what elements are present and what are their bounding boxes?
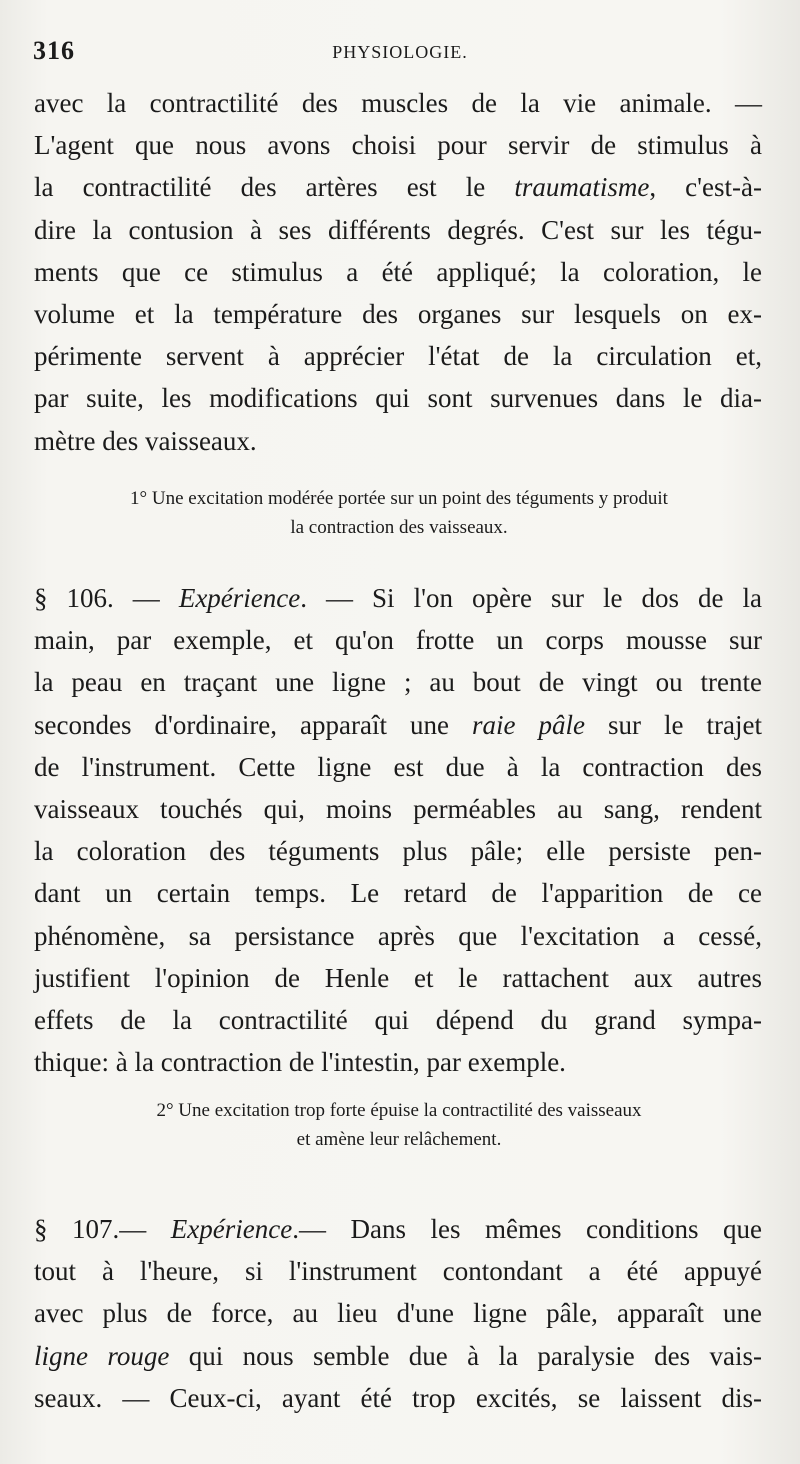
subheading-2	[36, 1096, 762, 1154]
text-line: § 107.— Expérience.— Dans les mêmes conditions que	[34, 1214, 762, 1244]
page-header	[30, 36, 770, 72]
text-line: par suite, les modifications qui sont survenues dans le dia-	[34, 383, 762, 414]
text-line: ligne rouge qui nous semble due à la paralysie des vais-	[34, 1340, 762, 1371]
subheading-line: 1° Une excitation modérée portée sur un point des téguments y produit	[130, 488, 668, 509]
text-line: ments que ce stimulus a été appliqué; la coloration, le	[34, 256, 762, 287]
subheading-1	[36, 484, 762, 542]
text-line: § 106. — Expérience. — Si l'on opère sur le dos de la	[34, 583, 763, 613]
text-line: la peau en traçant une ligne ; au bout de vingt ou trente	[34, 667, 762, 698]
text-line: L'agent que nous avons choisi pour servir de stimulus à	[34, 130, 762, 161]
text-line: phénomène, sa persistance après que l'excitation a cessé,	[34, 920, 762, 951]
text-line: justifient l'opinion de Henle et le rattachent aux autres	[34, 962, 762, 993]
text-line: dant un certain temps. Le retard de l'apparition de ce	[34, 878, 762, 909]
text-line: dire la contusion à ses différents degrés. C'est sur les tégu-	[34, 214, 762, 245]
text-line: main, par exemple, et qu'on frotte un corps mousse sur	[34, 625, 762, 656]
text-line: avec la contractilité des muscles de la vie animale. —	[34, 88, 762, 118]
text-line: de l'instrument. Cette ligne est due à la contraction des	[34, 751, 762, 782]
text-line: avec plus de force, au lieu d'une ligne pâle, apparaît une	[34, 1298, 762, 1329]
text-line: thique: à la contraction de l'intestin, par exemple.	[34, 1047, 566, 1078]
text-line: périmente servent à apprécier l'état de la circulation et,	[34, 341, 762, 372]
text-line: volume et la température des organes sur lesquels on ex-	[34, 299, 762, 330]
text-line: la coloration des téguments plus pâle; elle persiste pen-	[34, 836, 762, 867]
page-number: 316	[33, 36, 75, 65]
text-line: vaisseaux touchés qui, moins perméables au sang, rendent	[34, 794, 762, 825]
text-line: seaux. — Ceux-ci, ayant été trop excités, se laissent dis-	[34, 1382, 762, 1413]
paragraph-3	[34, 1208, 762, 1419]
subheading-line: la contraction des vaisseaux.	[290, 517, 508, 538]
subheading-line: 2° Une excitation trop forte épuise la contractilité des vaisseaux	[156, 1100, 642, 1121]
paragraph-1	[34, 82, 762, 462]
text-line: effets de la contractilité qui dépend du grand sympa-	[34, 1005, 762, 1036]
text-line: mètre des vaisseaux.	[34, 425, 257, 456]
text-line: la contractilité des artères est le traumatisme, c'est-à-	[34, 172, 762, 203]
text-line: tout à l'heure, si l'instrument contondant a été appuyé	[34, 1256, 762, 1287]
paragraph-2	[34, 577, 762, 1083]
text-line: secondes d'ordinaire, apparaît une raie pâle sur le trajet	[34, 709, 762, 740]
running-title: PHYSIOLOGIE.	[332, 42, 468, 62]
subheading-line: et amène leur relâchement.	[296, 1129, 502, 1150]
